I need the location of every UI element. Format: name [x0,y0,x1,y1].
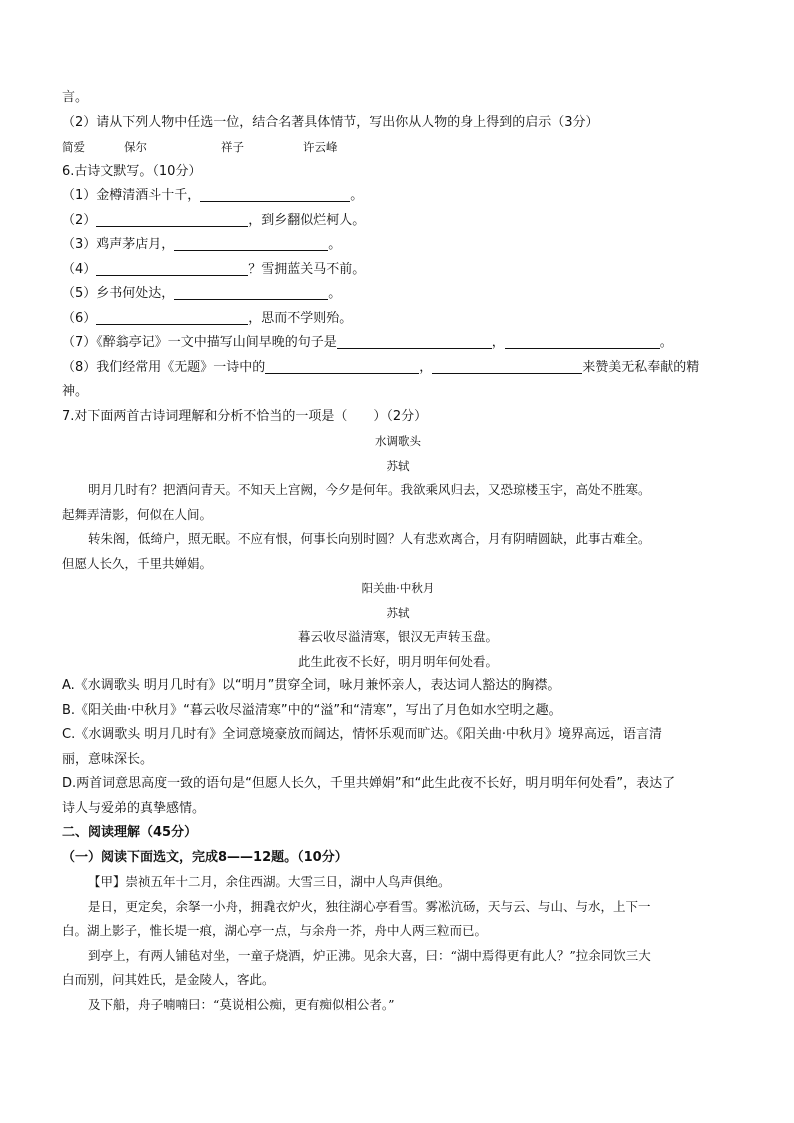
passage-paragraph: 到亭上，有两人铺毡对坐，一童子烧酒，炉正沸。见余大喜，曰：“湖中焉得更有此人？”拉余同饮三大 [88,947,651,963]
poem-author: 苏轼 [386,605,410,620]
answer-blank[interactable] [96,309,248,325]
prompt-text: （3）鸡声茅店月， [62,237,175,252]
subsection-heading: （一）阅读下面选文，完成8——12题。（10分） [62,849,348,865]
prompt-text: （1）金樽清酒斗十千， [62,188,201,203]
prompt-text: （2） [62,212,97,228]
prompt-text: 。 [328,286,342,301]
section-heading: 二、阅读理解（45分） [62,825,198,840]
prompt-text: ？雪拥蓝关马不前。 [248,261,366,277]
poem-line: 起舞弄清影，何似在人间。 [62,506,213,522]
prompt-text: （8）我们经常用《无题》一诗中的 [62,359,266,375]
passage-paragraph: 白而别，问其姓氏，是金陵人，客此。 [62,972,275,987]
question-6-3 [62,233,734,258]
character-list [62,135,734,160]
text-line: 神。 [62,384,89,399]
question-6-5 [62,282,734,307]
answer-blank[interactable] [96,260,248,276]
question-6-4 [62,258,734,283]
prompt-text: 。 [328,237,342,252]
question-6-2 [62,209,734,234]
passage-paragraph: 【甲】崇祯五年十二月，余住西湖。大雪三日，湖中人鸟声俱绝。 [88,874,451,889]
answer-blank[interactable] [432,358,582,374]
answer-blank[interactable] [200,186,350,202]
option-c-continued: 丽，意味深长。 [62,751,154,767]
prompt-text: ，到乡翻似烂柯人。 [248,212,366,228]
prompt-text: （6） [62,310,97,326]
poem-line: 但愿人长久，千里共婵娟。 [62,555,213,571]
poem-line: 此生此夜不长好，明月明年何处看。 [297,653,498,669]
question-6-7 [62,331,734,356]
passage-paragraph: 是日，更定矣，余拏一小舟，拥毳衣炉火，独往湖心亭看雪。雾凇沆砀，天与云、与山、与水，上下一 [88,898,651,914]
question-6-1 [62,184,734,209]
poem-title: 阳关曲·中秋月 [361,581,435,595]
question-5-2: （2）请从下列人物中任选一位，结合名著具体情节，写出你从人物的身上得到的启示（3分） [62,114,599,130]
prompt-text: ，思而不学则殆。 [248,310,353,326]
prompt-text: ， [419,359,433,375]
answer-blank[interactable] [96,211,248,227]
passage-paragraph: 白。湖上影子，惟长堤一痕，湖心亭一点，与余舟一芥，舟中人两三粒而已。 [62,923,488,938]
exam-page [62,86,734,1017]
poem-line: 转朱阁，低绮户，照无眠。不应有恨，何事长向别时圆？人有悲欢离合，月有阴晴圆缺，此事古难全。 [88,531,651,546]
answer-blank[interactable] [505,333,660,349]
prompt-text: 来赞美无私奉献的精 [582,359,700,375]
prompt-text: （7）《醉翁亭记》一文中描写山间早晚的句子是 [62,335,337,350]
question-6-heading: 6.古诗文默写。（10分） [62,163,202,179]
answer-blank[interactable] [174,284,328,300]
option-b: B.《阳关曲·中秋月》“暮云收尽溢清寒”中的“溢”和“清寒”，写出了月色如水空明之趣。 [62,702,562,718]
poem-title: 水调歌头 [375,434,421,448]
character-name: 许云峰 [303,140,338,154]
character-name: 保尔 [124,140,147,154]
answer-blank[interactable] [174,235,328,251]
prompt-text: 。 [350,188,364,203]
option-a: A.《水调歌头 明月几时有》以“明月”贯穿全词，咏月兼怀亲人，表达词人豁达的胸襟。 [62,678,561,693]
prompt-text: （4） [62,261,97,277]
poem-author: 苏轼 [386,458,410,473]
answer-blank[interactable] [265,358,419,374]
answer-blank[interactable] [337,333,492,349]
character-name: 祥子 [221,140,244,154]
prompt-text: （5）乡书何处达， [62,286,175,301]
character-name: 简爱 [62,140,85,154]
prompt-text: 。 [659,335,673,350]
passage-paragraph: 及下船，舟子喃喃曰：“莫说相公痴，更有痴似相公者。” [88,996,395,1012]
option-d: D.两首词意思高度一致的语句是“但愿人长久，千里共婵娟”和“此生此夜不长好，明月明年何处看”，表达了 [62,776,676,791]
prompt-text: ， [491,335,505,350]
question-6-8 [62,356,734,381]
text-line: 言。 [62,90,89,105]
question-6-6 [62,307,734,332]
poem-line: 明月几时有？把酒问青天。不知天上宫阙，今夕是何年。我欲乘风归去，又恐琼楼玉宇，高处不胜寒。 [88,482,651,497]
question-7: 7.对下面两首古诗词理解和分析不恰当的一项是（ ）（2分） [62,408,428,424]
option-c: C.《水调歌头 明月几时有》全词意境豪放而阔达，情怀乐观而旷达。《阳关曲·中秋月》境界高远，语言清 [62,727,662,742]
option-d-continued: 诗人与爱弟的真挚感情。 [62,800,206,816]
poem-line: 暮云收尽溢清寒，银汉无声转玉盘。 [297,629,498,644]
